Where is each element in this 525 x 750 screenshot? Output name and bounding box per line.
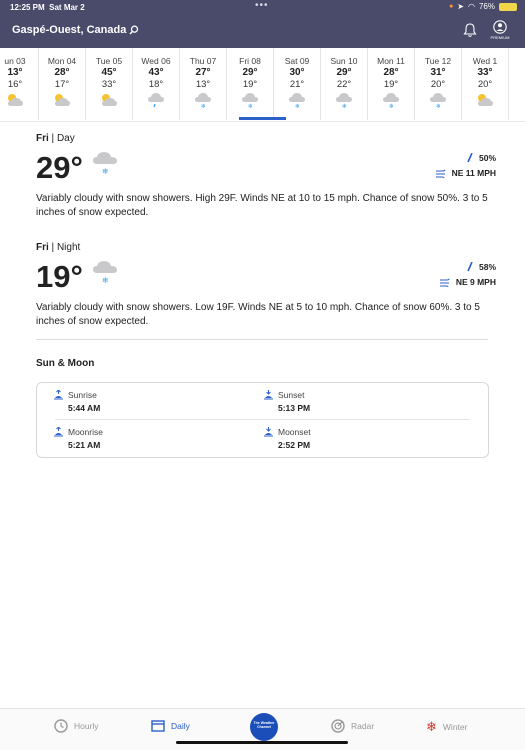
tab-hourly[interactable]: Hourly	[54, 719, 99, 733]
partly-sunny-icon	[53, 92, 71, 108]
sun-moon-title: Sun & Moon	[36, 358, 95, 369]
moonset-icon	[264, 427, 273, 437]
notification-bell-icon[interactable]	[463, 22, 477, 38]
moonrise-item: Moonrise 5:21 AM	[68, 427, 103, 450]
battery-icon	[499, 3, 517, 11]
day-high: 29°	[242, 67, 258, 78]
day-column[interactable]	[180, 48, 227, 120]
section-divider	[36, 339, 488, 340]
signal-icon: ➤	[457, 2, 464, 11]
day-period-title: Fri | Day	[36, 133, 75, 144]
svg-text:❄: ❄	[201, 104, 207, 108]
sunrise-icon	[54, 390, 63, 400]
day-name: Mon 04	[47, 56, 77, 66]
sun-moon-card	[36, 382, 489, 458]
weather-channel-logo-button[interactable]: The Weather Channel	[250, 713, 278, 741]
radar-icon	[331, 719, 345, 733]
precip-drop-icon	[467, 153, 473, 163]
day-name: Thu 07	[189, 56, 217, 66]
wind-icon	[440, 278, 450, 287]
day-column[interactable]	[274, 48, 321, 120]
day-name: Wed 06	[141, 56, 171, 66]
tab-radar[interactable]: Radar	[331, 719, 374, 733]
night-period-title: Fri | Night	[36, 242, 81, 253]
night-description: Variably cloudy with snow showers. Low 19F. Winds NE at 5 to 10 mph. Chance of snow 60%. 3 to 5 inches of snow expected.	[36, 302, 480, 327]
day-column[interactable]	[39, 48, 86, 120]
day-high: 45°	[101, 67, 117, 78]
day-precip-stat: 50%	[467, 153, 496, 163]
sunset-icon	[264, 390, 273, 400]
status-bar	[0, 0, 525, 14]
day-name: Fri 08	[239, 56, 261, 66]
day-high: 28°	[383, 67, 399, 78]
day-column[interactable]	[86, 48, 133, 120]
partly-sunny-icon	[6, 92, 24, 108]
sunset-item: Sunset 5:13 PM	[278, 390, 310, 413]
day-column[interactable]	[462, 48, 509, 120]
day-column[interactable]	[0, 48, 39, 120]
battery-percent: 76%	[478, 2, 495, 11]
day-low: 20°	[477, 79, 493, 90]
day-high: 28°	[54, 67, 70, 78]
multitask-dots[interactable]: •••	[255, 0, 269, 11]
rain-cloud-icon	[147, 92, 165, 108]
day-name: un 03	[4, 56, 26, 66]
svg-text:❄: ❄	[101, 276, 109, 285]
snow-cloud-icon	[288, 92, 306, 108]
day-low: 13°	[195, 79, 211, 90]
day-high: 27°	[195, 67, 211, 78]
precip-drop-icon	[467, 262, 473, 272]
svg-text:❄: ❄	[101, 167, 109, 176]
night-temperature: 19°	[36, 259, 83, 294]
day-low: 21°	[289, 79, 305, 90]
day-low: 19°	[383, 79, 399, 90]
status-time: 12:25 PM Sat Mar 2	[10, 3, 85, 12]
tab-daily[interactable]: Daily	[151, 719, 190, 732]
day-low: 33°	[101, 79, 117, 90]
day-high: 33°	[477, 67, 493, 78]
calendar-icon	[151, 719, 165, 732]
day-column[interactable]	[368, 48, 415, 120]
day-forecast-section	[36, 133, 496, 223]
app-header	[0, 14, 525, 48]
day-name: Sun 10	[330, 56, 358, 66]
sunrise-item: Sunrise 5:44 AM	[68, 390, 100, 413]
snow-cloud-icon	[194, 92, 212, 108]
night-forecast-section	[36, 242, 496, 332]
location-title[interactable]: Gaspé-Ouest, Canada	[12, 24, 139, 36]
day-high: 29°	[336, 67, 352, 78]
day-low: 17°	[54, 79, 70, 90]
partly-sunny-icon	[100, 92, 118, 108]
day-column[interactable]	[133, 48, 180, 120]
sun-moon-separator	[55, 419, 470, 420]
partly-sunny-icon	[476, 92, 494, 108]
moonrise-icon	[54, 427, 63, 437]
day-low: 18°	[148, 79, 164, 90]
day-low: 19°	[242, 79, 258, 90]
snow-cloud-icon	[382, 92, 400, 108]
svg-text:❄: ❄	[295, 104, 301, 108]
snow-cloud-icon	[241, 92, 259, 108]
day-high: 31°	[430, 67, 446, 78]
premium-button[interactable]: PREMIUM	[489, 20, 511, 44]
location-arrow-icon: ●	[449, 3, 454, 10]
status-icons	[449, 2, 517, 11]
snow-cloud-icon	[91, 259, 119, 285]
night-precip-stat: 58%	[467, 262, 496, 272]
snow-cloud-icon	[335, 92, 353, 108]
svg-text:❄: ❄	[342, 104, 348, 108]
daily-forecast-strip[interactable]	[0, 48, 525, 122]
day-name: Wed 1	[472, 56, 498, 66]
wind-icon	[436, 169, 446, 178]
day-low: 22°	[336, 79, 352, 90]
day-high: 30°	[289, 67, 305, 78]
day-name: Tue 05	[95, 56, 123, 66]
day-name: Sat 09	[284, 56, 310, 66]
day-high: 43°	[148, 67, 164, 78]
day-name: Tue 12	[424, 56, 452, 66]
snowflake-icon: ❄	[426, 719, 437, 734]
day-high: 13°	[7, 67, 23, 78]
moonset-item: Moonset 2:52 PM	[278, 427, 311, 450]
night-wind-stat: NE 9 MPH	[440, 277, 496, 287]
search-icon[interactable]	[129, 25, 139, 35]
tab-winter[interactable]: ❄ Winter	[426, 719, 468, 734]
day-name: Mon 11	[377, 56, 405, 66]
snow-cloud-icon	[91, 150, 119, 176]
svg-text:❄: ❄	[248, 104, 254, 108]
svg-text:❄: ❄	[436, 104, 442, 108]
day-column[interactable]	[321, 48, 368, 120]
home-indicator	[176, 741, 348, 744]
day-temperature: 29°	[36, 150, 83, 185]
day-column[interactable]	[415, 48, 462, 120]
day-column[interactable]	[227, 48, 274, 120]
day-low: 16°	[7, 79, 23, 90]
premium-avatar-icon	[493, 20, 507, 34]
snow-cloud-icon	[429, 92, 447, 108]
selected-day-indicator	[239, 117, 286, 120]
wifi-icon: ◠	[468, 2, 475, 11]
day-wind-stat: NE 11 MPH	[436, 168, 496, 178]
day-low: 20°	[430, 79, 446, 90]
clock-icon	[54, 719, 68, 733]
day-description: Variably cloudy with snow showers. High 29F. Winds NE at 10 to 15 mph. Chance of snow 50%. 3 to 5 inches of snow expected.	[36, 193, 488, 218]
svg-text:❄: ❄	[389, 104, 395, 108]
